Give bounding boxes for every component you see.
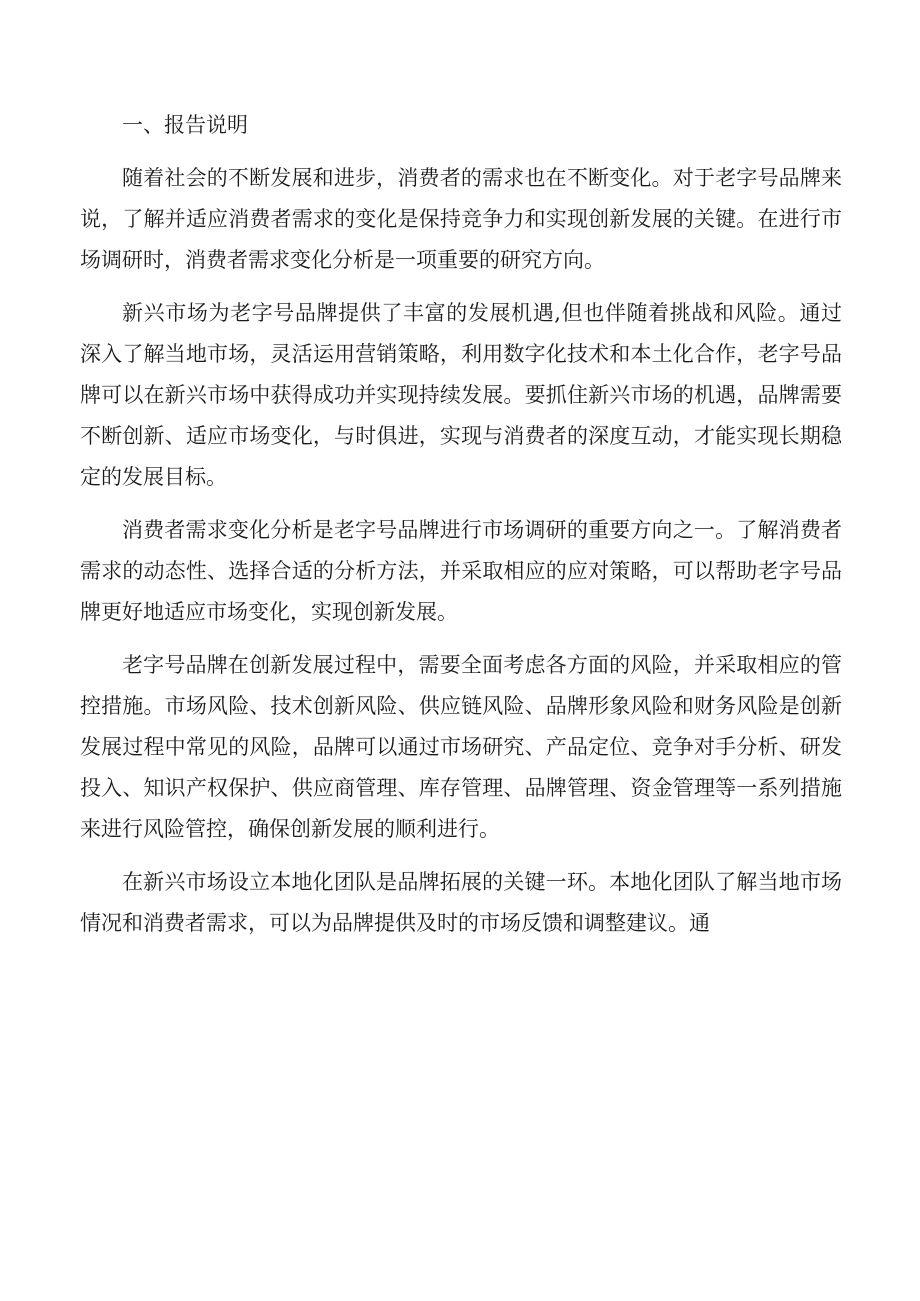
paragraph-5: 在新兴市场设立本地化团队是品牌拓展的关键一环。本地化团队了解当地市场情况和消费者需求，可以为品牌提供及时的市场反馈和调整建议。通	[80, 870, 842, 935]
section-heading: 一、报告说明	[122, 113, 248, 137]
paragraph-3: 消费者需求变化分析是老字号品牌进行市场调研的重要方向之一。了解消费者需求的动态性、选择合适的分析方法，并采取相应的应对策略，可以帮助老字号品牌更好地适应市场变化，实现创新发展。	[80, 518, 842, 624]
paragraph-1: 随着社会的不断发展和进步，消费者的需求也在不断变化。对于老字号品牌来说，了解并适应消费者需求的变化是保持竞争力和实现创新发展的关键。在进行市场调研时，消费者需求变化分析是一项重要的研究方向。	[80, 166, 842, 272]
paragraph-4: 老字号品牌在创新发展过程中，需要全面考虑各方面的风险，并采取相应的管控措施。市场风险、技术创新风险、供应链风险、品牌形象风险和财务风险是创新发展过程中常见的风险，品牌可以通过市场研究、产品定位、竞争对手分析、研发投入、知识产权保护、供应商管理、库存管理、品牌管理、资金管理等一系列措施来进行风险管控，确保创新发展的顺利进行。	[80, 653, 842, 841]
paragraph-2: 新兴市场为老字号品牌提供了丰富的发展机遇,但也伴随着挑战和风险。通过深入了解当地市场，灵活运用营销策略，利用数字化技术和本土化合作，老字号品牌可以在新兴市场中获得成功并实现持续发展。要抓住新兴市场的机遇，品牌需要不断创新、适应市场变化，与时俱进，实现与消费者的深度互动，才能实现长期稳定的发展目标。	[80, 301, 842, 489]
document-body	[80, 105, 842, 956]
